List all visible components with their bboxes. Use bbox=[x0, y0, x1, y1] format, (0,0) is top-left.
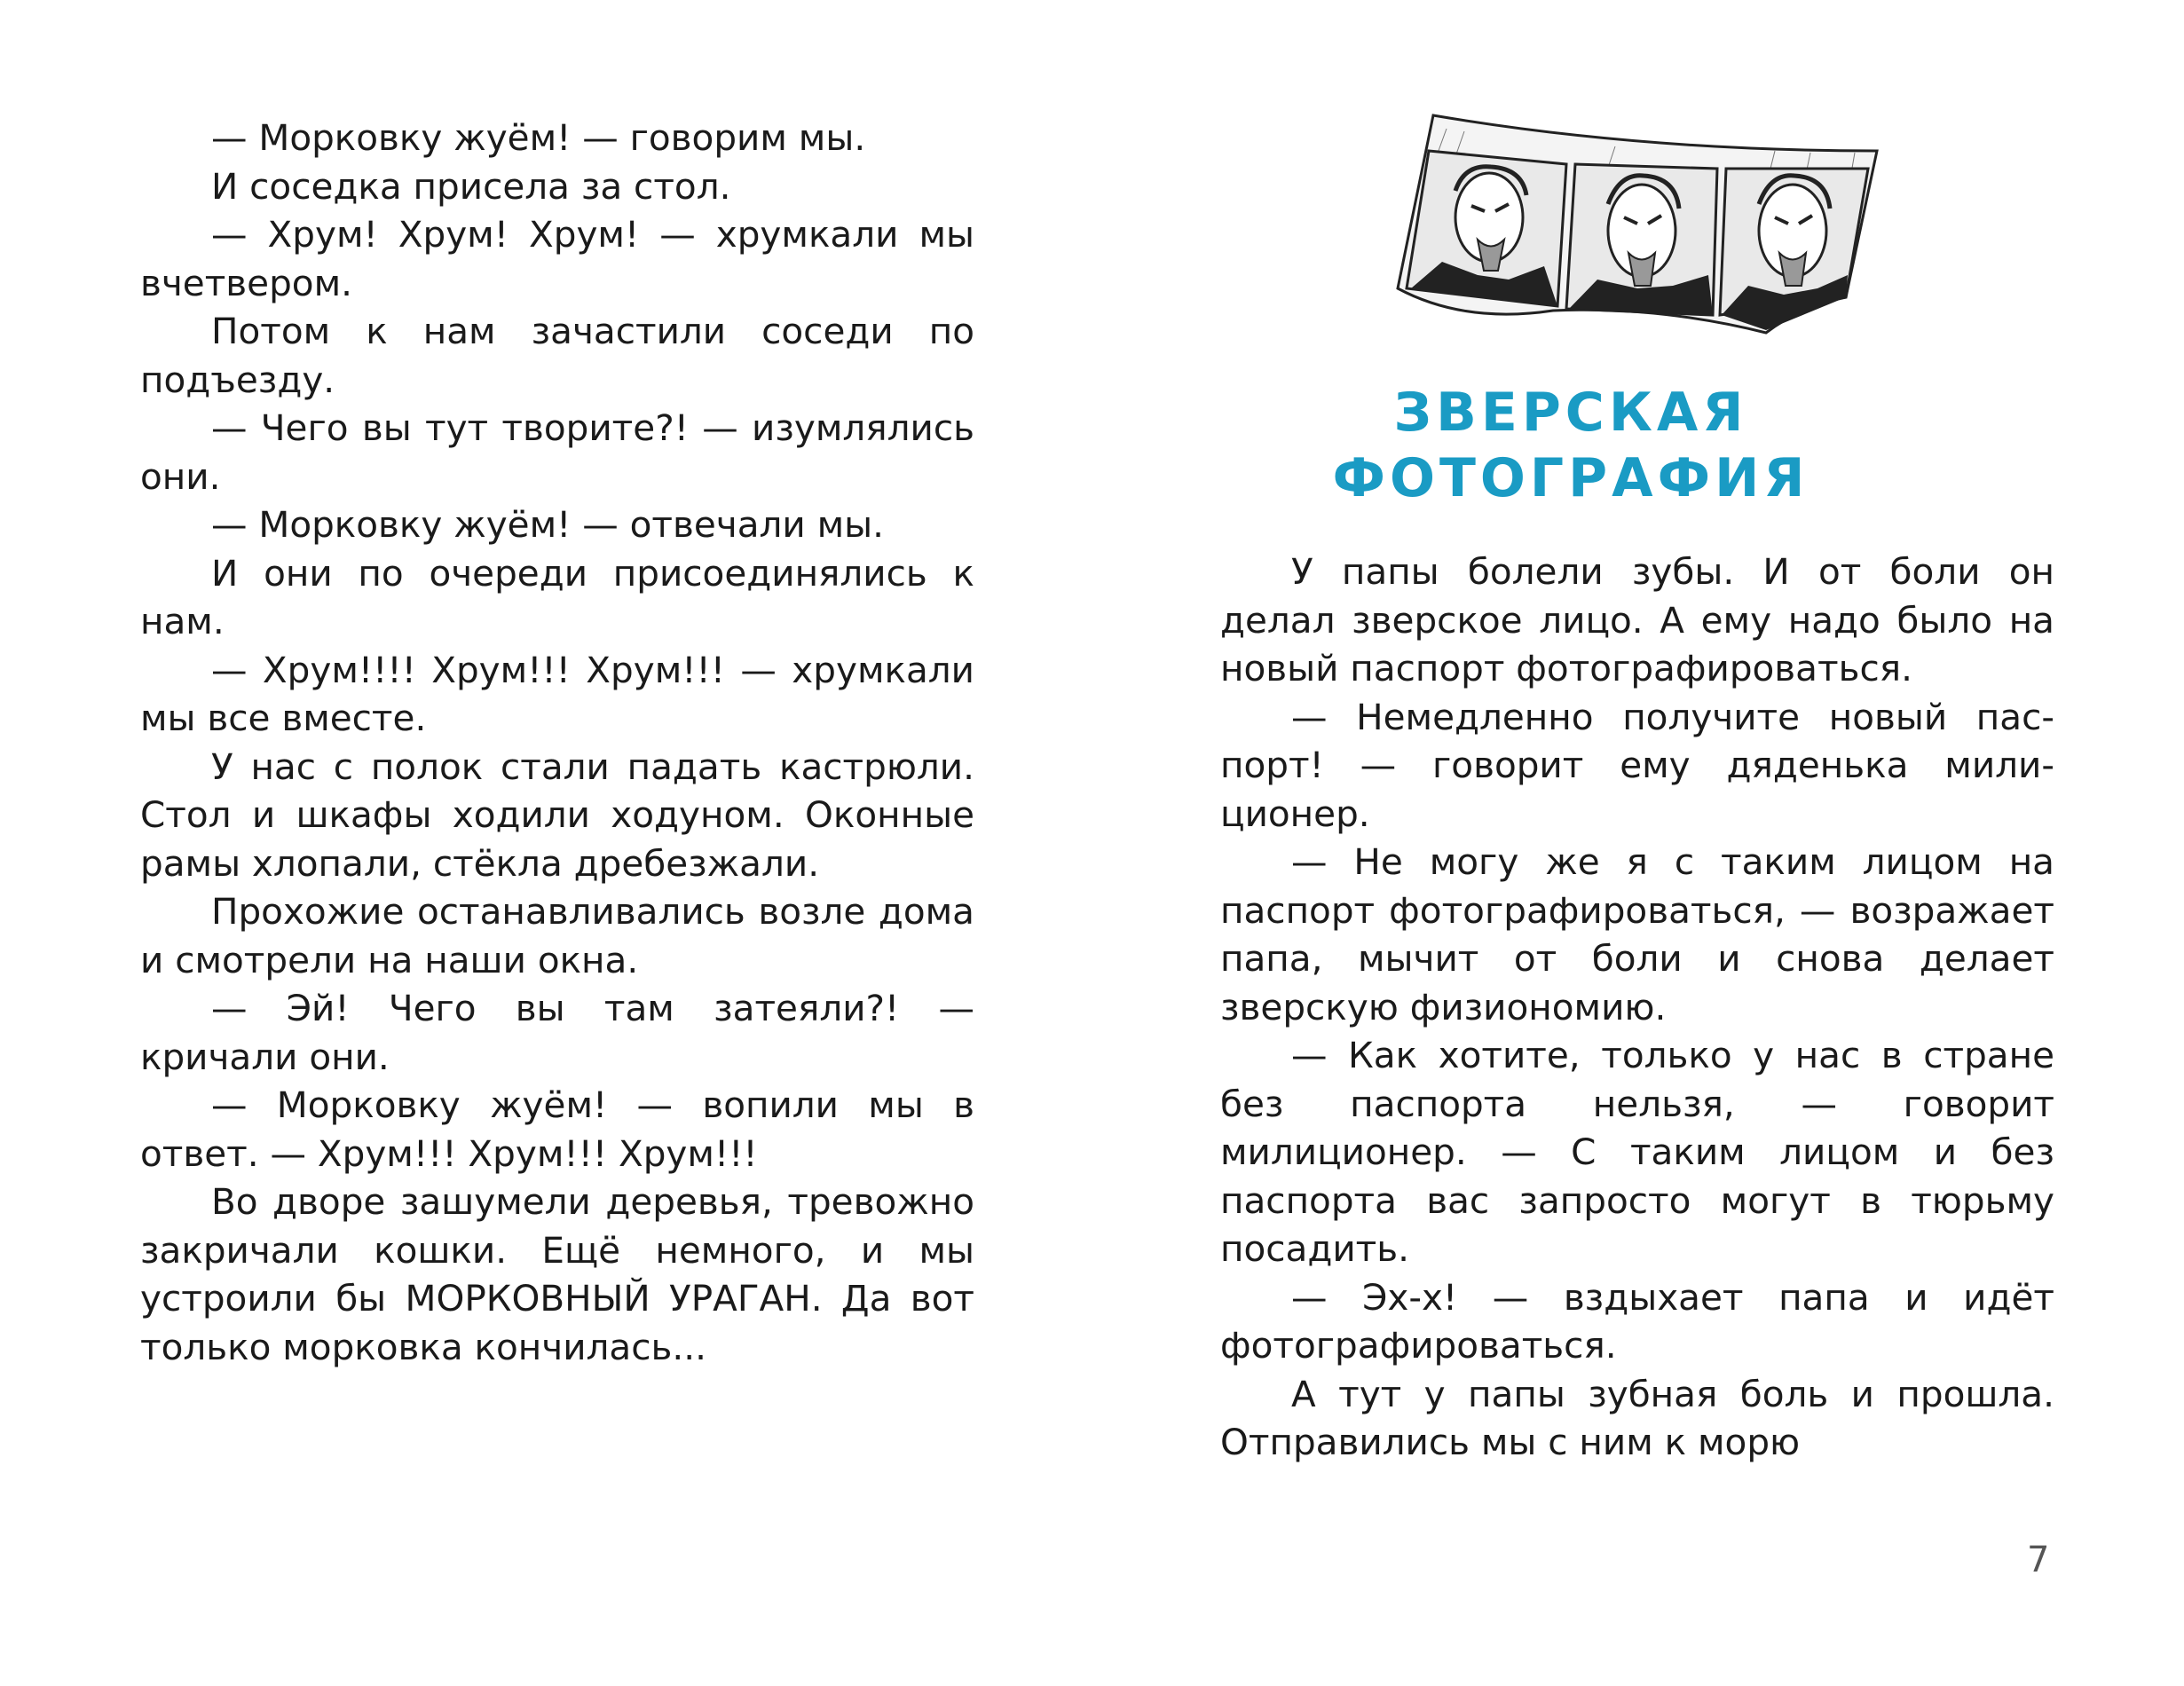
paragraph: — Морковку жуём! — говорим мы. bbox=[211, 116, 866, 159]
paragraph: И они по очереди присоединялись к нам. bbox=[140, 551, 974, 642]
paragraph: — Как хотите, только у нас в стране без паспорта нельзя, — говорит милиционер. — С таким лицом и без паспорта вас запросто могут в тюрьму посадить. bbox=[1220, 1034, 2054, 1270]
paragraph: — Эй! Чего вы там затеяли?! — кричали они. bbox=[140, 987, 974, 1078]
left-text-column bbox=[140, 114, 974, 1371]
paragraph: — Хрум!!!! Хрум!!! Хрум!!! — хрумкали мы все вместе. bbox=[140, 648, 974, 739]
paragraph: Во дворе зашумели деревья, тревожно закричали кошки. Ещё немного, и мы устроили бы МОРКОВНЫЙ УРАГАН. Да вот только морковка кончилась... bbox=[140, 1180, 974, 1368]
portrait-3 bbox=[1720, 169, 1868, 330]
paragraph: У папы болели зубы. И от боли он делал зверское лицо. А ему надо было на новый паспорт фотографироваться. bbox=[1220, 550, 2054, 689]
portrait-2 bbox=[1566, 164, 1717, 315]
chapter-title-line-1: ЗВЕРСКАЯ bbox=[1393, 382, 1748, 444]
right-page bbox=[1092, 0, 2184, 1686]
paragraph: — Морковку жуём! — отвечали мы. bbox=[211, 503, 885, 546]
paragraph: — Морковку жуём! — вопили мы в ответ. — Хрум!!! Хрум!!! Хрум!!! bbox=[140, 1083, 974, 1175]
paragraph: — Не могу же я с таким лицом на паспорт фотографироваться, — возражает папа, мычит от боли и снова делает зверскую физиономию. bbox=[1220, 840, 2054, 1028]
paragraph: Потом к нам зачастили соседи по подъезду. bbox=[140, 310, 974, 401]
paragraph: — Хрум! Хрум! Хрум! — хрумкали мы вчетвером. bbox=[140, 213, 974, 304]
paragraph: А тут у папы зубная боль и прошла. Отправились мы с ним к морю bbox=[1220, 1372, 2054, 1463]
photo-strip-illustration bbox=[1393, 98, 1890, 351]
right-text-column bbox=[1220, 548, 2054, 1467]
paragraph: У нас с полок стали падать кастрюли. Стол и шкафы ходили ходуном. Оконные рамы хлопали, стёкла дребезжали. bbox=[140, 745, 974, 885]
page-number: 7 bbox=[2027, 1540, 2050, 1580]
paragraph: И соседка присела за стол. bbox=[211, 164, 731, 208]
paragraph: — Чего вы тут творите?! — изумлялись они. bbox=[140, 406, 974, 498]
paragraph: — Немедленно получите новый паспорт! — говорит ему дяденька милиционер. bbox=[1220, 695, 2054, 835]
chapter-title-line-2: ФОТОГРАФИЯ bbox=[1332, 447, 1809, 509]
chapter-title bbox=[1305, 380, 1837, 511]
portrait-1 bbox=[1407, 151, 1566, 306]
paragraph: — Эх-х! — вздыхает папа и идёт фотографироваться. bbox=[1220, 1275, 2054, 1367]
paragraph: Прохожие останавливались возле дома и смотрели на наши окна. bbox=[140, 890, 974, 981]
